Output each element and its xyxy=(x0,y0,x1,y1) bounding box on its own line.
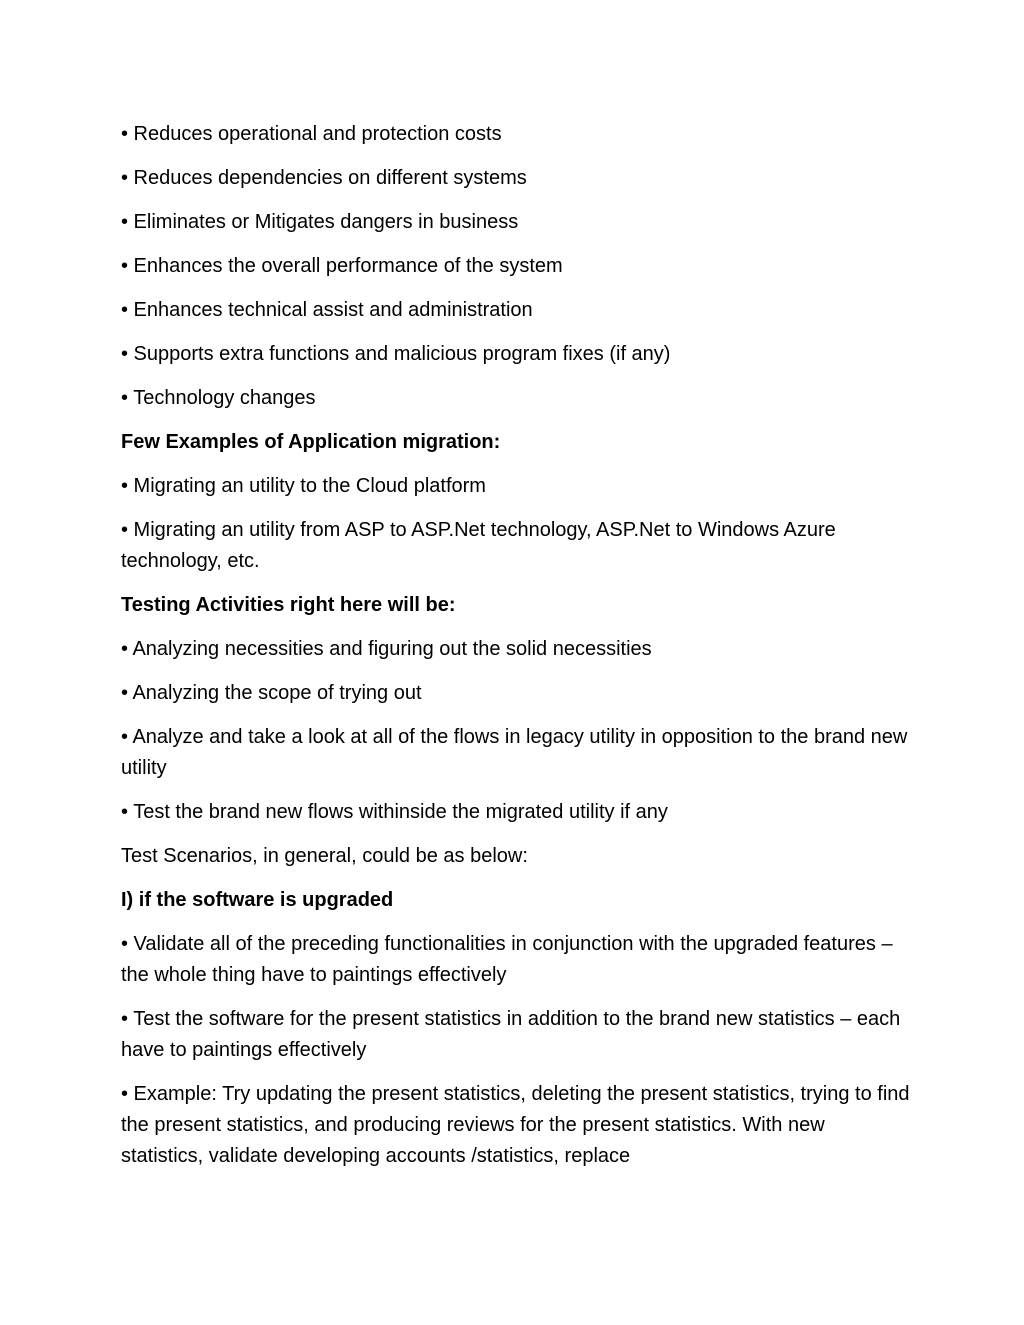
bullet-item: • Example: Try updating the present statistics, deleting the present statistics, trying to find the present statistics, and producing reviews for the present statistics. With new statistics, validate developing accounts /statistics, replace xyxy=(121,1083,910,1167)
section-heading: Testing Activities right here will be: xyxy=(121,594,456,616)
bullet-item: • Migrating an utility from ASP to ASP.Net technology, ASP.Net to Windows Azure technology, etc. xyxy=(121,519,836,572)
bullet-item: • Eliminates or Mitigates dangers in business xyxy=(121,211,519,233)
bullet-item: • Validate all of the preceding functionalities in conjunction with the upgraded features – the whole thing have to paintings effectively xyxy=(121,933,893,986)
body-paragraph: Test Scenarios, in general, could be as below: xyxy=(121,845,528,867)
bullet-item: • Test the brand new flows withinside the migrated utility if any xyxy=(121,801,668,823)
bullet-item: • Reduces dependencies on different systems xyxy=(121,167,527,189)
bullet-item: • Reduces operational and protection costs xyxy=(121,123,502,145)
section-heading: Few Examples of Application migration: xyxy=(121,431,501,453)
bullet-item: • Test the software for the present statistics in addition to the brand new statistics – each have to paintings effectively xyxy=(121,1008,901,1061)
bullet-item: • Technology changes xyxy=(121,387,316,409)
section-heading: I) if the software is upgraded xyxy=(121,889,394,911)
bullet-item: • Supports extra functions and malicious program fixes (if any) xyxy=(121,343,671,365)
bullet-item: • Migrating an utility to the Cloud platform xyxy=(121,475,486,497)
bullet-item: • Analyze and take a look at all of the flows in legacy utility in opposition to the brand new utility xyxy=(121,726,908,779)
bullet-item: • Enhances technical assist and administration xyxy=(121,299,533,321)
bullet-item: • Analyzing the scope of trying out xyxy=(121,682,422,704)
document-page xyxy=(121,119,911,1185)
bullet-item: • Analyzing necessities and figuring out the solid necessities xyxy=(121,638,652,660)
bullet-item: • Enhances the overall performance of the system xyxy=(121,255,563,277)
